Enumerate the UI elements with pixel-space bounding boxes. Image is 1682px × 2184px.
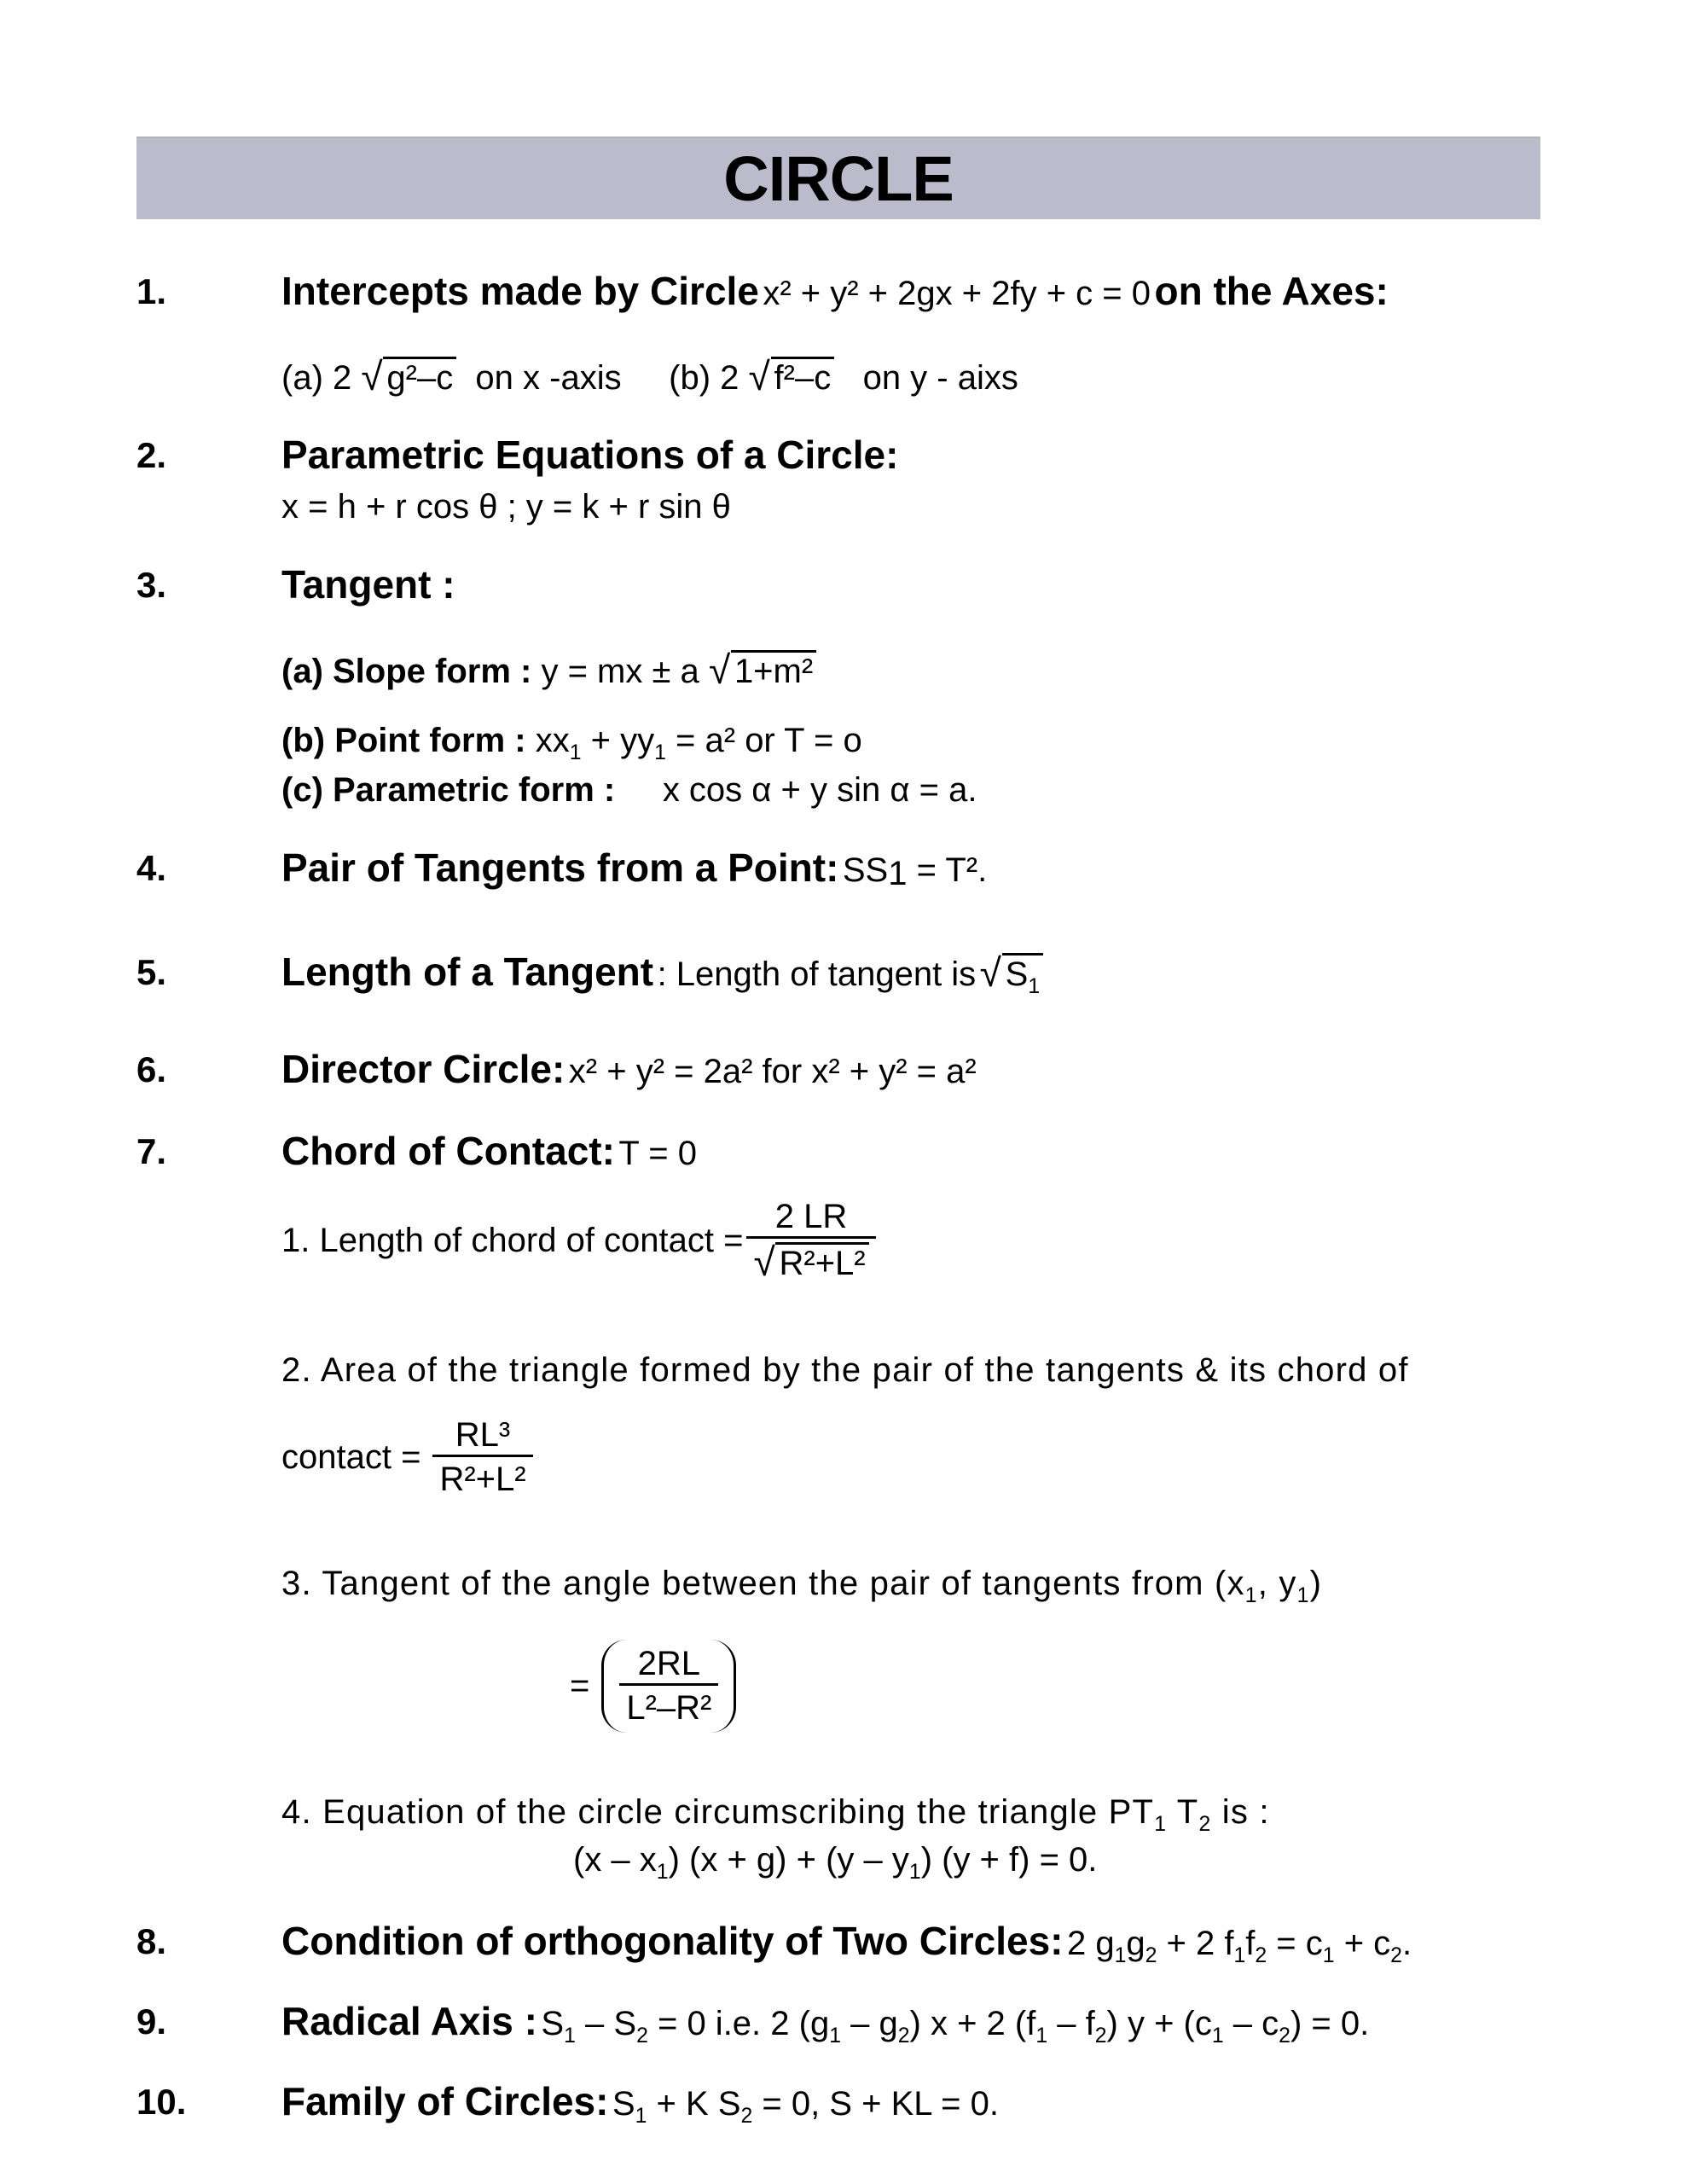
area-formula-line xyxy=(281,1416,533,1499)
circle-equation: x² + y² + 2gx + 2fy + c = 0 xyxy=(763,275,1151,312)
slope-form-eq: y = mx ± a xyxy=(541,653,699,690)
item-heading-line xyxy=(281,845,987,891)
subscript: 2 xyxy=(1094,2024,1107,2048)
circumcircle-equation xyxy=(573,1841,1098,1884)
item-number: 4. xyxy=(136,848,167,888)
eq-part: ) = 0. xyxy=(1290,2005,1370,2042)
title-bar xyxy=(136,136,1540,219)
point-form-label: (b) Point form : xyxy=(281,722,526,759)
eq-part: = 0, S + KL = 0. xyxy=(752,2085,999,2123)
subscript: 1 xyxy=(829,2024,841,2048)
sqrt-expression xyxy=(980,953,1043,998)
item-number: 3. xyxy=(136,565,167,605)
text-part: 4. Equation of the circle circumscribing the triangle PT xyxy=(281,1793,1155,1831)
radicand: R²+L² xyxy=(775,1242,868,1282)
item-number: 2. xyxy=(136,435,167,475)
subscript: 2 xyxy=(1279,2024,1290,2048)
eq-part: ) x + 2 (f xyxy=(909,2005,1036,2042)
intercept-a-label: (a) 2 xyxy=(281,359,352,397)
parametric-form-eq: x cos α + y sin α = a. xyxy=(662,771,977,809)
slope-form-label: (a) Slope form : xyxy=(281,653,532,690)
eq-part: f xyxy=(1245,1925,1256,1962)
item-heading-line xyxy=(281,949,1043,998)
point-form-line xyxy=(281,722,862,764)
fraction xyxy=(746,1198,875,1283)
fraction xyxy=(432,1416,532,1499)
subscript: 2 xyxy=(1255,1944,1267,1967)
parametric-equation: x = h + r cos θ ; y = k + r sin θ xyxy=(281,488,731,526)
subscript: 2 xyxy=(1390,1944,1402,1967)
subscript: 1 xyxy=(1035,2024,1048,2048)
chord-length-text: 1. Length of chord of contact = xyxy=(281,1221,744,1259)
subscript: 1 xyxy=(1211,2024,1224,2048)
item-heading-line xyxy=(281,2078,999,2128)
eq-part: (x – x xyxy=(573,1841,657,1879)
circumcircle-text xyxy=(281,1793,1270,1836)
subscript: 1 xyxy=(1233,1944,1246,1967)
eq-part: + K S xyxy=(647,2085,741,2123)
chord-length-line xyxy=(281,1198,876,1283)
parametric-form-label: (c) Parametric form : xyxy=(281,771,616,809)
subscript: 2 xyxy=(897,2024,910,2048)
item-number: 10. xyxy=(136,2082,187,2122)
eq-part: + 2 f xyxy=(1157,1925,1234,1962)
orthogonality-eq xyxy=(1066,1925,1412,1967)
equals-sign: = xyxy=(570,1667,590,1705)
area-contact-text: contact = xyxy=(281,1438,421,1476)
eq-part: ) (x + g) + (y – y xyxy=(668,1841,909,1879)
subscript: 2 xyxy=(740,2105,753,2128)
area-text: 2. Area of the triangle formed by the pair of the tangents & its chord of xyxy=(281,1351,1409,1389)
intercept-b-tail: on y - aixs xyxy=(862,359,1018,397)
item-number: 5. xyxy=(136,952,167,992)
eq-part: . xyxy=(1401,1925,1412,1962)
text-part: is : xyxy=(1211,1793,1270,1831)
item-number: 7. xyxy=(136,1131,167,1171)
sqrt-expression xyxy=(749,357,835,398)
item-heading: Intercepts made by Circle xyxy=(281,269,759,313)
item-number: 9. xyxy=(136,2001,167,2042)
eq-part: ) (y + f) = 0. xyxy=(920,1841,1098,1879)
subscript: 1 xyxy=(888,855,908,893)
item-heading: Pair of Tangents from a Point: xyxy=(281,845,839,890)
eq-part: ) y + (c xyxy=(1106,2005,1212,2042)
text-part: , y xyxy=(1257,1565,1297,1602)
item-heading: Family of Circles: xyxy=(281,2079,609,2123)
director-circle-eq: x² + y² = 2a² for x² + y² = a² xyxy=(568,1053,977,1090)
text-part: 3. Tangent of the angle between the pair of tangents from (x xyxy=(281,1565,1245,1602)
subscript: 1 xyxy=(1244,1584,1258,1607)
denominator xyxy=(746,1236,875,1283)
eq-part: = T². xyxy=(907,851,988,889)
numerator: 2 LR xyxy=(774,1198,848,1235)
text-part: ) xyxy=(1309,1565,1323,1602)
parenthesized-fraction xyxy=(601,1640,736,1733)
item-heading: Length of a Tangent xyxy=(281,950,654,994)
sqrt-expression xyxy=(361,357,456,398)
fraction xyxy=(619,1645,718,1728)
point-form-eq-3: = a² or T = o xyxy=(665,722,862,759)
eq-part: 2 g xyxy=(1066,1925,1115,1962)
intercept-a-tail: on x -axis xyxy=(475,359,622,397)
numerator: 2RL xyxy=(637,1645,701,1682)
subscript: 1 xyxy=(1114,1944,1127,1967)
item-heading: Parametric Equations of a Circle: xyxy=(281,433,899,477)
eq-part: S xyxy=(541,2005,565,2042)
radical-axis-eq xyxy=(541,2005,1370,2048)
slope-form-line xyxy=(281,650,816,691)
item-number: 6. xyxy=(136,1049,167,1089)
eq-part: g xyxy=(1126,1925,1146,1962)
intercept-b-label: (b) 2 xyxy=(669,359,740,397)
subscript: 1 xyxy=(569,741,582,764)
item-heading: Condition of orthogonality of Two Circles: xyxy=(281,1919,1064,1963)
subscript: 2 xyxy=(1145,1944,1157,1967)
eq-part: – c xyxy=(1223,2005,1279,2042)
tangent-angle-formula xyxy=(570,1640,736,1733)
eq-part: SS xyxy=(842,851,889,889)
sqrt-expression xyxy=(753,1242,868,1283)
subscript: 1 xyxy=(908,1861,921,1884)
subscript: 1 xyxy=(635,2105,647,2128)
subscript: 2 xyxy=(636,2024,648,2048)
item-heading: Tangent : xyxy=(281,562,455,607)
text-part: T xyxy=(1167,1793,1199,1831)
item-heading-line xyxy=(281,1128,697,1174)
eq-part: + c xyxy=(1334,1925,1391,1962)
item-number: 1. xyxy=(136,271,167,311)
subscript: 1 xyxy=(1028,975,1041,998)
eq-part: – S xyxy=(575,2005,637,2042)
subscript: 1 xyxy=(1154,1813,1168,1836)
item-text: : Length of tangent is xyxy=(657,956,977,993)
denominator: L²–R² xyxy=(619,1683,718,1728)
sqrt-expression xyxy=(709,650,816,691)
eq-part: = c xyxy=(1267,1925,1323,1962)
item-number: 8. xyxy=(136,1921,167,1961)
family-of-circles-eq xyxy=(612,2085,999,2128)
denominator: R²+L² xyxy=(432,1455,532,1499)
item-heading: Radical Axis : xyxy=(281,1999,537,2043)
point-form-eq-1: xx xyxy=(535,722,570,759)
point-form-eq-2: + yy xyxy=(581,722,655,759)
item-heading-line xyxy=(281,1046,977,1092)
subscript: 1 xyxy=(654,741,666,764)
numerator: RL³ xyxy=(455,1416,511,1454)
page-title: CIRCLE xyxy=(723,143,954,214)
subscript: 1 xyxy=(656,1861,669,1884)
radicand: 1+m² xyxy=(731,650,816,690)
intercepts-line xyxy=(281,357,1018,398)
eq-part: – f xyxy=(1047,2005,1095,2042)
radicand: f²–c xyxy=(771,357,835,397)
subscript: 1 xyxy=(564,2024,576,2048)
subscript: 1 xyxy=(1296,1584,1310,1607)
tangent-angle-text xyxy=(281,1565,1323,1607)
radicand xyxy=(1002,953,1043,998)
parametric-form-line xyxy=(281,771,977,810)
item-heading-line xyxy=(281,1998,1370,2048)
eq-part: S xyxy=(612,2085,635,2123)
item-heading: Chord of Contact: xyxy=(281,1129,615,1173)
eq-part: – g xyxy=(841,2005,898,2042)
radicand-base: S xyxy=(1005,956,1029,993)
subscript: 1 xyxy=(1322,1944,1335,1967)
item-heading-line xyxy=(281,1918,1412,1967)
eq-part: = 0 i.e. 2 (g xyxy=(647,2005,830,2042)
item-heading: Director Circle: xyxy=(281,1047,566,1091)
item-heading-line xyxy=(281,268,1389,314)
subscript: 2 xyxy=(1198,1813,1212,1836)
chord-contact-eq: T = 0 xyxy=(618,1135,697,1172)
radicand: g²–c xyxy=(383,357,456,397)
item-heading-tail: on the Axes: xyxy=(1154,269,1389,313)
